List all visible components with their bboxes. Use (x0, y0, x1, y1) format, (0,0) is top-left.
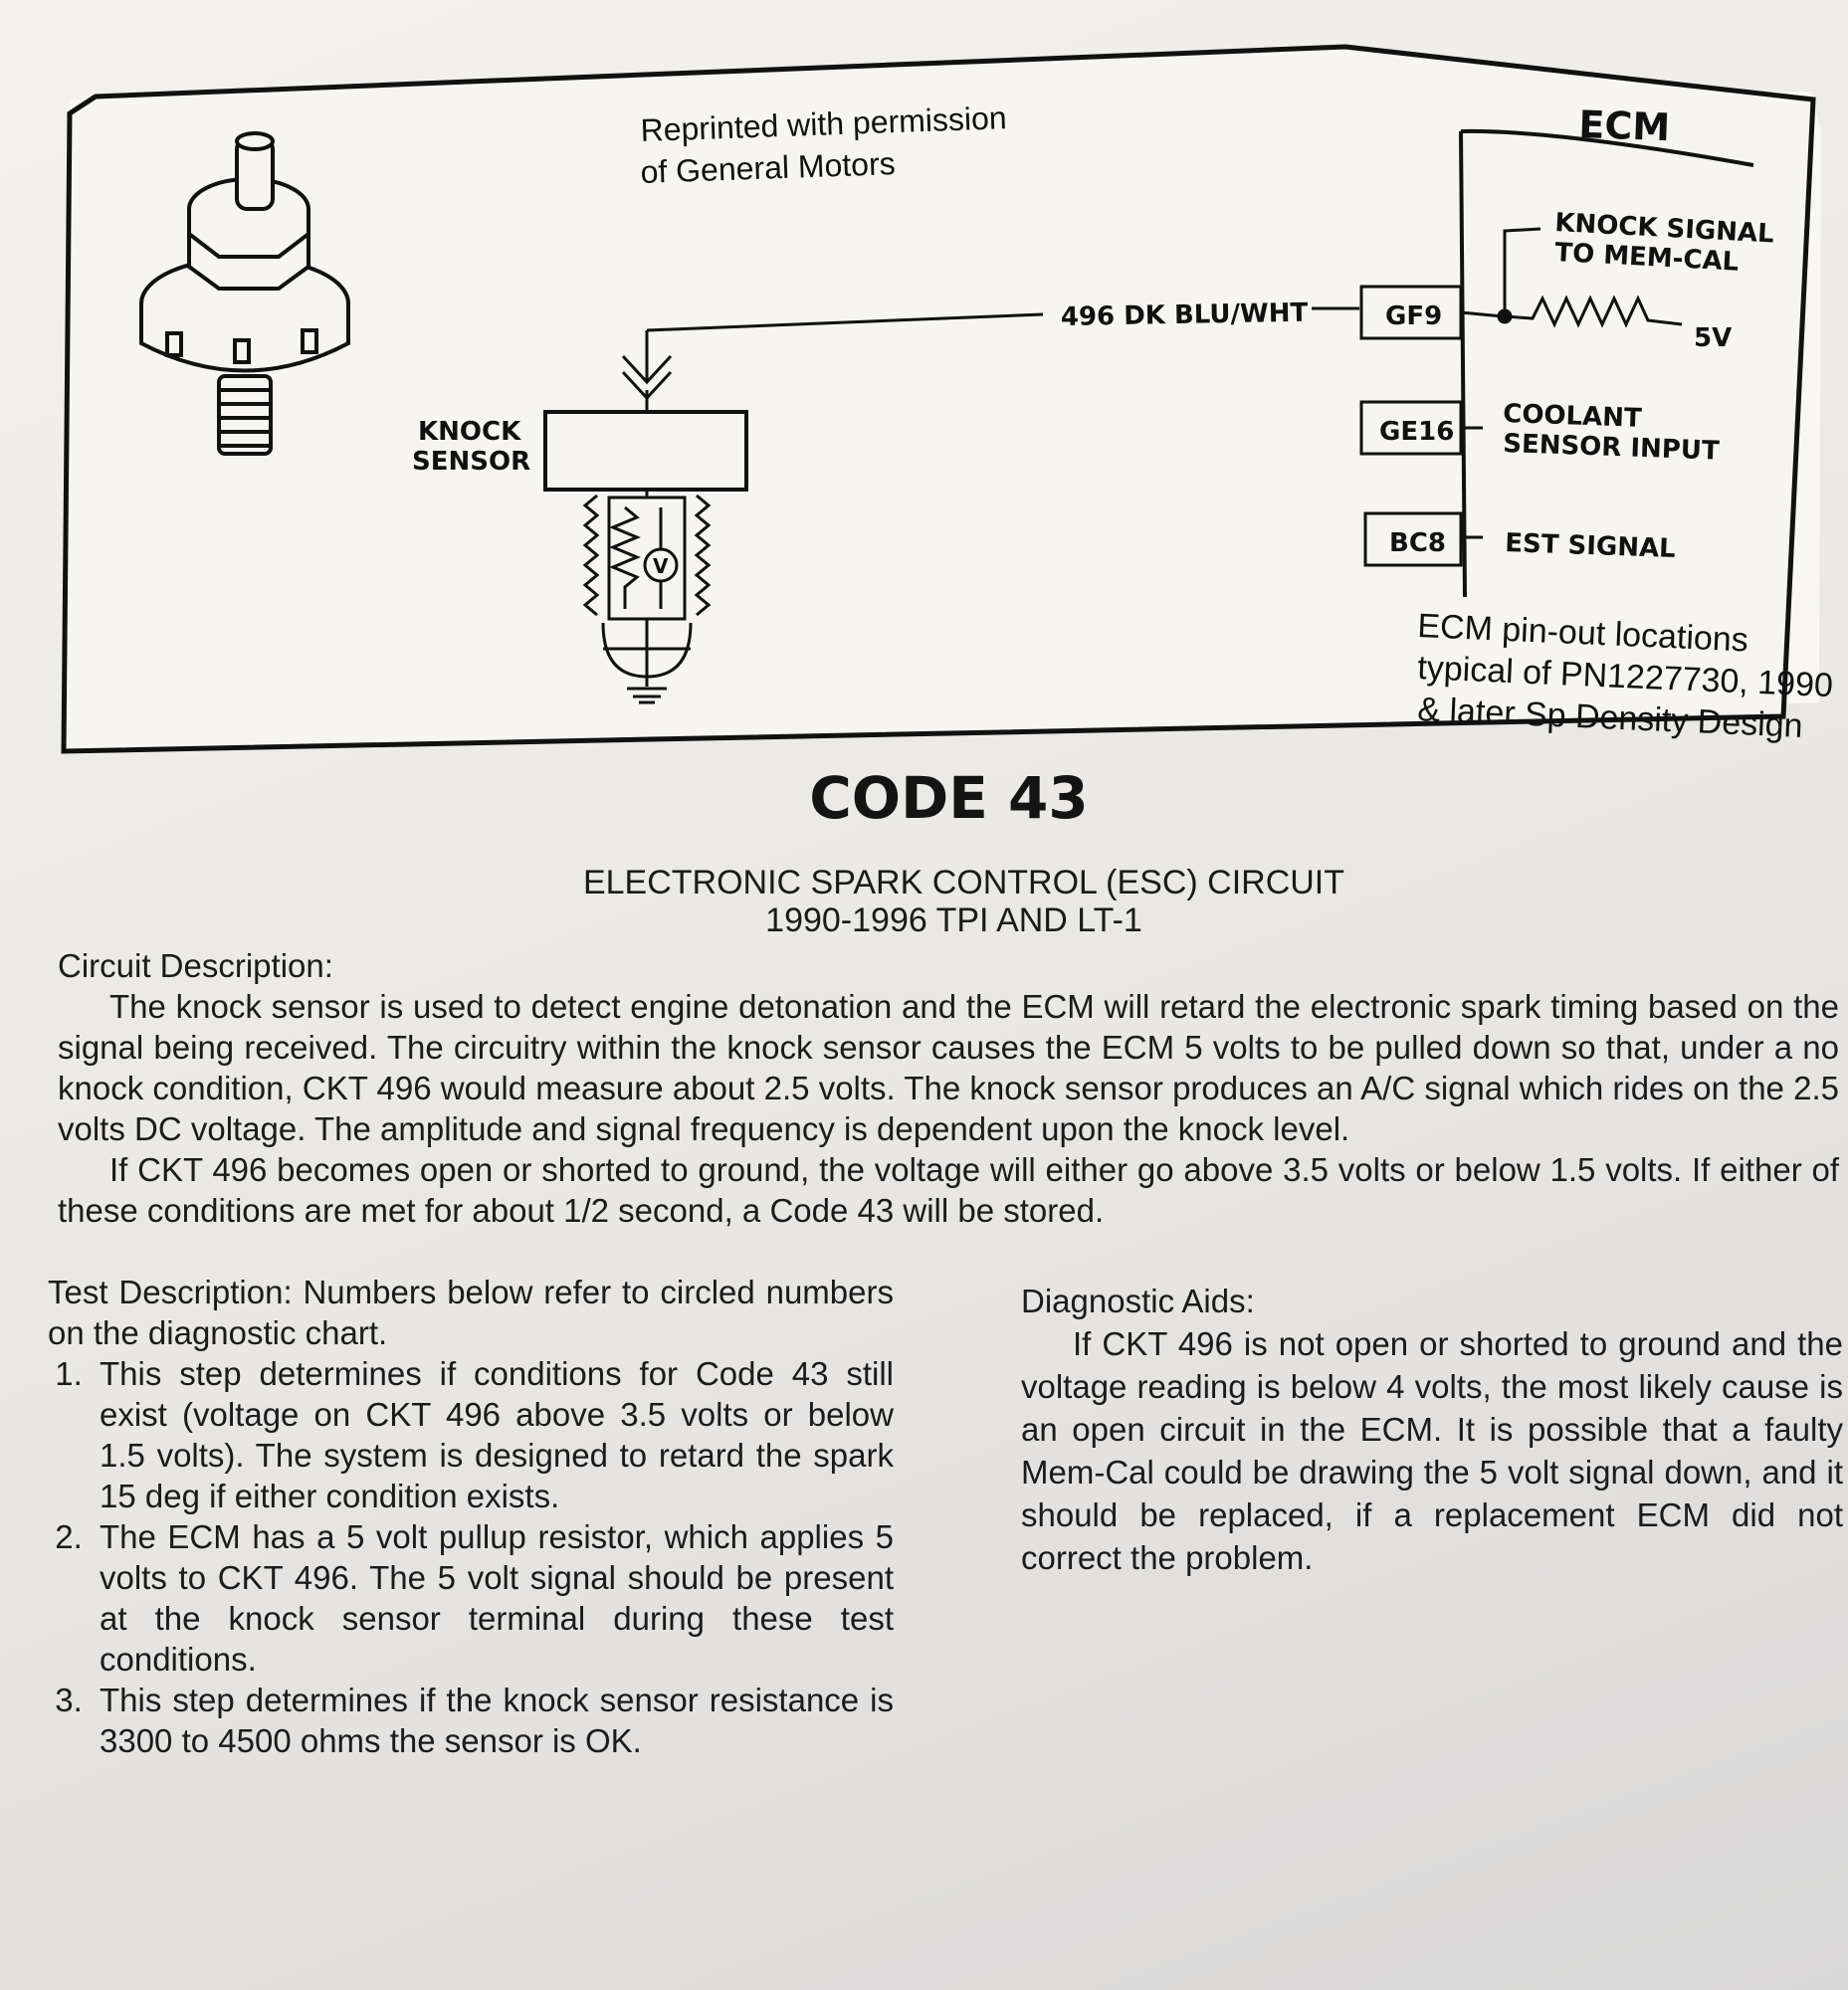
model-years-subtitle: 1990-1996 TPI AND LT-1 (765, 901, 1142, 939)
diagnostic-aids-paragraph: If CKT 496 is not open or shorted to ground and the voltage reading is below 4 volts, the most likely cause is an open circuit in the ECM. It is possible that a faulty Mem-Cal could be drawing the 5 volt signal down, and it should be replaced, if a replacement ECM did not correct the problem. (1021, 1325, 1843, 1576)
pinout-note-line3: & later Sp Density Design (1416, 691, 1804, 745)
reprint-caption-line2: of General Motors (639, 145, 897, 190)
knock-sensor-label-line1: KNOCK (418, 417, 521, 447)
est-signal-label: EST SIGNAL (1504, 528, 1677, 564)
circuit-description-section (58, 945, 1839, 1231)
ecm-label: ECM (1577, 102, 1671, 150)
pinout-note-line2: typical of PN1227730, 1990 (1416, 649, 1834, 705)
test-step: 1. This step determines if conditions for Code 43 still exist (voltage on CKT 496 above 3.5 volts or below 1.5 volts). The system is designed to retard the spark 15 deg if either condition exists. (92, 1353, 894, 1516)
test-description-section (48, 1272, 894, 1761)
pin-gf9-label: GF9 (1385, 301, 1443, 331)
voltmeter-symbol: V (653, 554, 669, 578)
diagnostic-aids-heading: Diagnostic Aids: (1021, 1283, 1255, 1319)
test-step: 2. The ECM has a 5 volt pullup resistor, which applies 5 volts to CKT 496. The 5 volt signal should be present at the knock sensor terminal during these test conditions. (92, 1516, 894, 1680)
knock-signal-label-line2: TO MEM-CAL (1553, 238, 1740, 278)
coolant-sensor-label-line2: SENSOR INPUT (1502, 429, 1721, 467)
pin-gf9 (1361, 287, 1461, 338)
pin-bc8-label: BC8 (1389, 528, 1446, 558)
knock-sensor-circuit-diagram (0, 0, 1848, 776)
test-step: 3. This step determines if the knock sensor resistance is 3300 to 4500 ohms the sensor is OK. (92, 1680, 894, 1761)
wire-label: 496 DK BLU/WHT (1060, 298, 1309, 332)
diagnostic-aids-section (1021, 1280, 1843, 1579)
pinout-note-line1: ECM pin-out locations (1416, 607, 1749, 660)
test-description-intro: Test Description: Numbers below refer to circled numbers on the diagnostic chart. (48, 1274, 894, 1351)
coolant-sensor-label-line1: COOLANT (1502, 399, 1643, 434)
knock-sensor-label-line2: SENSOR (412, 447, 531, 477)
circuit-description-heading: Circuit Description: (58, 947, 333, 984)
knock-signal-label-line1: KNOCK SIGNAL (1553, 208, 1775, 250)
circuit-description-paragraph: The knock sensor is used to detect engine detonation and the ECM will retard the electronic spark timing based on the signal being received. The circuitry within the knock sensor causes the ECM 5 volts to be pulled down so that, under a no knock condition, CKT 496 would measure about 2.5 volts. The knock sensor produces an A/C signal which rides on the 2.5 volts DC voltage. The amplitude and signal frequency is dependent upon the knock level. (58, 988, 1839, 1147)
code-title: CODE 43 (809, 764, 1089, 832)
reprint-caption-line1: Reprinted with permission (639, 100, 1008, 148)
circuit-description-paragraph: If CKT 496 becomes open or shorted to ground, the voltage will either go above 3.5 volts or below 1.5 volts. If either of these conditions are met for about 1/2 second, a Code 43 will be stored. (58, 1151, 1839, 1229)
test-steps-list (48, 1353, 894, 1761)
pin-ge16-label: GE16 (1379, 417, 1455, 447)
circuit-subtitle: ELECTRONIC SPARK CONTROL (ESC) CIRCUIT (582, 864, 1345, 901)
voltage-5v-label: 5V (1694, 323, 1733, 353)
